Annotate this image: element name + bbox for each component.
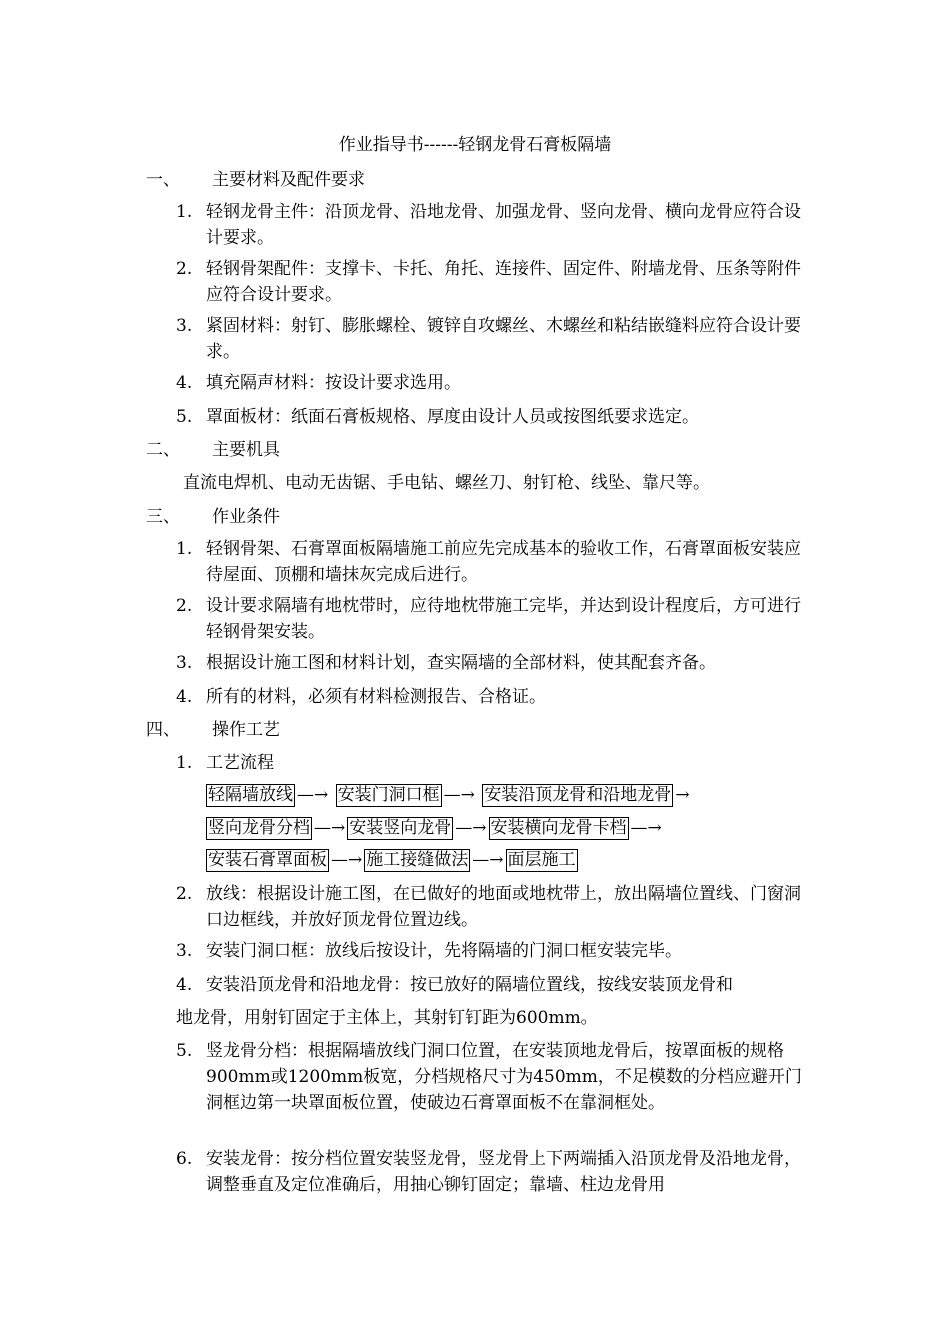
arrow-icon: —→ <box>314 818 346 838</box>
item-text: 罩面板材：纸面石膏板规格、厚度由设计人员或按图纸要求选定。 <box>206 407 699 427</box>
item-number: 6. <box>176 1149 193 1169</box>
arrow-icon: —→ <box>455 818 487 838</box>
item-number: 3. <box>176 941 193 961</box>
section-heading-materials <box>146 168 365 192</box>
list-item <box>176 593 811 645</box>
item-number: 3. <box>176 316 193 336</box>
section-title: 作业条件 <box>212 507 280 527</box>
item-text: 轻钢骨架、石膏罩面板隔墙施工前应先完成基本的验收工作，石膏罩面板安装应待屋面、顶棚和墙抹灰完成后进行。 <box>206 539 801 585</box>
arrow-icon: —→ <box>297 785 329 805</box>
list-item <box>176 650 811 676</box>
item-text: 设计要求隔墙有地枕带时，应待地枕带施工完毕，并达到设计程度后，方可进行轻钢骨架安装。 <box>206 596 801 642</box>
arrow-icon: —→ <box>443 785 475 805</box>
item-text: 轻钢龙骨主件：沿顶龙骨、沿地龙骨、加强龙骨、竖向龙骨、横向龙骨应符合设计要求。 <box>206 202 801 248</box>
list-item <box>176 881 811 933</box>
flow-step: 安装沿顶龙骨和沿地龙骨 <box>484 785 672 805</box>
item-number: 2. <box>176 884 193 904</box>
section-title: 操作工艺 <box>212 720 280 740</box>
item-text: 根据设计施工图和材料计划，查实隔墙的全部材料，使其配套齐备。 <box>206 653 716 673</box>
list-item <box>176 1146 811 1198</box>
list-item <box>176 536 811 588</box>
flow-step: 安装门洞口框 <box>337 785 440 805</box>
flow-row-2 <box>206 817 664 841</box>
tools-text: 直流电焊机、电动无齿锯、手电钻、螺丝刀、射钉枪、线坠、靠尺等。 <box>183 473 710 493</box>
item-text: 安装龙骨：按分档位置安装竖龙骨，竖龙骨上下两端插入沿顶龙骨及沿地龙骨，调整垂直及定位准确后，用抽心铆钉固定；靠墙、柱边龙骨用 <box>206 1149 801 1195</box>
item-text: 竖龙骨分档：根据隔墙放线门洞口位置，在安装顶地龙骨后，按罩面板的规格900mm或1200mm板宽，分档规格尺寸为450mm，不足模数的分档应避开门洞框边第一块罩面板位置，使破边石膏罩面板不在靠洞框处。 <box>206 1041 802 1113</box>
flow-step: 施工接缝做法 <box>366 850 469 870</box>
item-number: 5. <box>176 407 193 427</box>
flow-step: 安装竖向龙骨 <box>349 818 452 838</box>
item-text: 工艺流程 <box>206 753 274 773</box>
list-item <box>176 750 811 776</box>
flow-row-3 <box>206 849 578 873</box>
arrow-icon: —→ <box>331 850 363 870</box>
item-text: 填充隔声材料：按设计要求选用。 <box>206 373 461 393</box>
arrow-icon: → <box>675 785 690 805</box>
item-number: 5. <box>176 1041 193 1061</box>
list-item <box>176 313 811 365</box>
item-text: 放线：根据设计施工图，在已做好的地面或地枕带上，放出隔墙位置线、门窗洞口边框线，并放好顶龙骨位置边线。 <box>206 884 801 930</box>
item-number: 1. <box>176 753 193 773</box>
document-title: 作业指导书------轻钢龙骨石膏板隔墙 <box>338 135 612 155</box>
list-item <box>176 972 811 998</box>
item-text: 安装沿顶龙骨和沿地龙骨：按已放好的隔墙位置线，按线安装顶龙骨和 <box>206 975 733 995</box>
item-number: 3. <box>176 653 193 673</box>
item-number: 4. <box>176 687 193 707</box>
section-number: 四、 <box>146 720 180 740</box>
section-number: 一、 <box>146 170 180 190</box>
section-number: 三、 <box>146 507 180 527</box>
item-number: 1. <box>176 202 193 222</box>
section-heading-conditions <box>146 505 280 529</box>
item-number: 1. <box>176 539 193 559</box>
flow-step: 面层施工 <box>507 850 576 870</box>
flow-row-1 <box>206 784 692 808</box>
list-item <box>176 199 811 251</box>
list-item <box>176 938 811 964</box>
flow-step: 竖向龙骨分档 <box>208 818 310 838</box>
item-text: 安装门洞口框：放线后按设计，先将隔墙的门洞口框安装完毕。 <box>206 941 682 961</box>
item-text: 紧固材料：射钉、膨胀螺栓、镀锌自攻螺丝、木螺丝和粘结嵌缝料应符合设计要求。 <box>206 316 801 362</box>
flow-step: 轻隔墙放线 <box>208 785 293 805</box>
list-item <box>176 684 811 710</box>
list-item <box>176 404 811 430</box>
section-number: 二、 <box>146 440 180 460</box>
flow-step: 安装横向龙骨卡档 <box>490 818 627 838</box>
item-number: 4. <box>176 373 193 393</box>
section-heading-process <box>146 718 280 742</box>
item-number: 2. <box>176 259 193 279</box>
item-text: 所有的材料，必须有材料检测报告、合格证。 <box>206 687 546 707</box>
list-item <box>176 370 811 396</box>
arrow-icon: —→ <box>630 818 662 838</box>
list-item-continuation: 地龙骨，用射钉固定于主体上，其射钉钉距为600mm。 <box>176 1008 598 1028</box>
arrow-icon: —→ <box>472 850 504 870</box>
list-item <box>176 1038 811 1116</box>
section-title: 主要机具 <box>212 440 280 460</box>
flow-step: 安装石膏罩面板 <box>208 850 327 870</box>
section-title: 主要材料及配件要求 <box>212 170 365 190</box>
item-number: 2. <box>176 596 193 616</box>
section-heading-tools <box>146 438 280 462</box>
item-text: 轻钢骨架配件：支撑卡、卡托、角托、连接件、固定件、附墙龙骨、压条等附件应符合设计要求。 <box>206 259 801 305</box>
list-item <box>176 256 811 308</box>
item-number: 4. <box>176 975 193 995</box>
